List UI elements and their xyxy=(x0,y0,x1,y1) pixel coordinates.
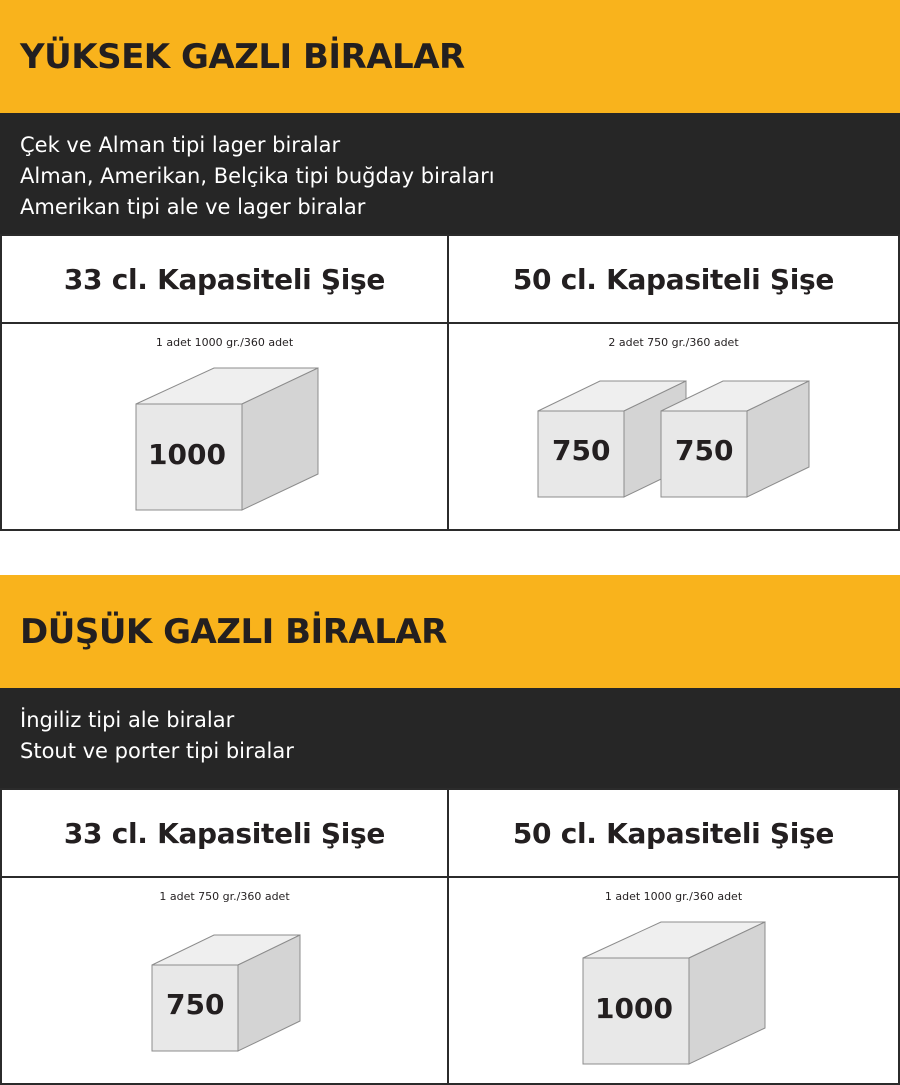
column-header-label: 50 cl. Kapasiteli Şişe xyxy=(512,816,835,850)
description-line: Çek ve Alman tipi lager biralar xyxy=(20,133,341,157)
column-header-50cl xyxy=(449,236,900,324)
description-line: Amerikan tipi ale ve lager biralar xyxy=(20,195,366,219)
box-cell-50cl xyxy=(449,878,900,1085)
section-title: YÜKSEK GAZLI BİRALAR xyxy=(20,36,465,77)
box-caption: 2 adet 750 gr./360 adet xyxy=(608,336,739,349)
box-cell-50cl xyxy=(449,324,900,531)
capacity-table xyxy=(0,788,900,1085)
box-illustration xyxy=(581,920,767,1066)
column-header-50cl xyxy=(449,790,900,878)
description-line: Stout ve porter tipi biralar xyxy=(20,739,294,763)
column-header-label: 50 cl. Kapasiteli Şişe xyxy=(512,262,835,296)
section-title: DÜŞÜK GAZLI BİRALAR xyxy=(20,611,447,652)
section-low-carbonation xyxy=(0,575,900,1085)
box-weight-label: 750 xyxy=(552,434,611,467)
box-weight-label: 750 xyxy=(166,988,225,1021)
column-header-label: 33 cl. Kapasiteli Şişe xyxy=(63,816,386,850)
column-header-label: 33 cl. Kapasiteli Şişe xyxy=(63,262,386,296)
box-weight-label: 750 xyxy=(675,434,734,467)
description-line: İngiliz tipi ale biralar xyxy=(20,708,235,732)
box-illustration xyxy=(150,933,302,1053)
box-illustration xyxy=(134,366,320,512)
section-banner xyxy=(0,575,900,688)
box-illustration xyxy=(659,379,811,499)
column-header-33cl xyxy=(0,236,449,324)
box-caption: 1 adet 1000 gr./360 adet xyxy=(604,890,743,903)
box-cell-33cl xyxy=(0,324,449,531)
column-header-33cl xyxy=(0,790,449,878)
section-banner xyxy=(0,0,900,113)
box-caption: 1 adet 1000 gr./360 adet xyxy=(155,336,294,349)
capacity-table xyxy=(0,234,900,531)
box-caption: 1 adet 750 gr./360 adet xyxy=(159,890,290,903)
section-description xyxy=(0,688,900,788)
box-cell-33cl xyxy=(0,878,449,1085)
description-line: Alman, Amerikan, Belçika tipi buğday biraları xyxy=(20,164,495,188)
section-high-carbonation xyxy=(0,0,900,531)
box-weight-label: 1000 xyxy=(148,438,226,471)
section-description xyxy=(0,113,900,234)
box-weight-label: 1000 xyxy=(595,992,673,1025)
